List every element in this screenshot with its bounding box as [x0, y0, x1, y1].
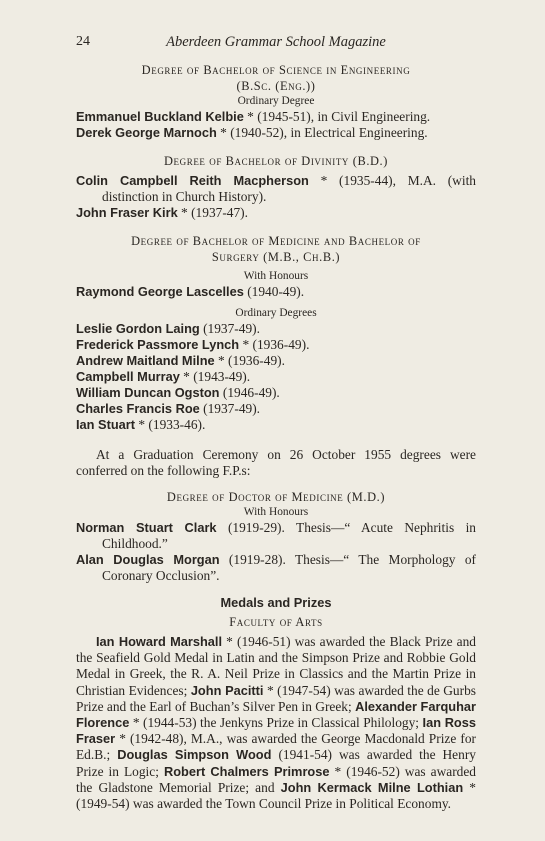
- prize-details: * (1949-54) was awarded the Town Council Prize in Political Economy.: [76, 779, 476, 812]
- graduate-entry: [76, 337, 476, 353]
- graduate-name: Emmanuel Buckland Kelbie: [76, 109, 244, 124]
- graduate-details: (1946-49).: [219, 385, 280, 400]
- faculty-heading: Faculty of Arts: [229, 615, 323, 629]
- graduate-entry: [76, 417, 476, 433]
- prizes-paragraph: [76, 634, 476, 812]
- prize-details: (1941-54) was awarded the Henry Prize in Logic;: [76, 747, 476, 779]
- graduate-entry: [76, 284, 476, 300]
- graduate-entry: [76, 520, 476, 552]
- graduate-name: Leslie Gordon Laing: [76, 321, 200, 336]
- bsc-class: Ordinary Degree: [237, 95, 315, 107]
- graduate-name: Raymond George Lascelles: [76, 284, 244, 299]
- prize-details: * (1946-51) was awarded the Black Prize and the Seafield Gold Medal in Latin and the Simpson Prize and Robbie Gold Medal in Greek, the R. A. Neil Prize in Classics and the Martin Prize in Christian Evidences;: [76, 634, 476, 698]
- graduate-entry: [76, 385, 476, 401]
- graduate-details: * (1936-49).: [239, 337, 310, 352]
- graduate-entry: [76, 353, 476, 369]
- prize-details: * (1944-53) the Jenkyns Prize in Classical Philology;: [129, 715, 423, 731]
- graduate-name: Ian Stuart: [76, 417, 136, 432]
- mbchb-ordinary-label: Ordinary Degrees: [235, 307, 317, 319]
- graduate-details: * (1933-46).: [135, 417, 206, 432]
- graduate-name: Norman Stuart Clark: [76, 520, 217, 535]
- prize-winner-name: Ian Howard Marshall: [96, 634, 223, 649]
- graduate-details: (1919-29). Thesis—“ Acute Nephritis in Childhood.”: [102, 520, 476, 551]
- page-number: 24: [76, 34, 90, 49]
- graduate-name: Charles Francis Roe: [76, 401, 200, 416]
- graduate-entry: [76, 125, 476, 141]
- bsc-heading: Degree of Bachelor of Science in Engineering: [141, 63, 411, 77]
- prize-winner-name: Ian Ross Fraser: [76, 715, 476, 747]
- graduate-name: Alan Douglas Morgan: [76, 552, 220, 567]
- graduate-entry: [76, 173, 476, 205]
- graduate-details: (1937-49).: [199, 321, 260, 336]
- graduate-details: (1919-28). Thesis—“ The Morphology of Coronary Occlusion”.: [102, 552, 477, 583]
- graduate-name: Frederick Passmore Lynch: [76, 337, 240, 352]
- graduate-details: * (1935-44), M.A. (with distinction in Church History).: [102, 173, 476, 204]
- graduate-name: Derek George Marnoch: [76, 125, 217, 140]
- medals-title: Medals and Prizes: [220, 595, 332, 610]
- md-heading: Degree of Doctor of Medicine (M.D.): [166, 490, 386, 504]
- prize-details: * (1947-54) was awarded the de Gurbs Prize and the Earl of Buchan’s Silver Pen in Greek;: [76, 682, 476, 714]
- prize-winner-name: John Kermack Milne Lothian: [280, 779, 464, 795]
- journal-title: Aberdeen Grammar School Magazine: [166, 34, 386, 50]
- prize-winner-name: Alexander Farquhar Florence: [76, 698, 476, 731]
- graduate-details: (1940-49).: [243, 284, 305, 299]
- mbchb-heading-line1: Degree of Bachelor of Medicine and Bachelor of: [131, 234, 421, 248]
- mbchb-heading-line2: Surgery (M.B., Ch.B.): [211, 250, 341, 264]
- prize-details: * (1946-52) was awarded the Gladstone Memorial Prize; and: [76, 763, 477, 795]
- graduate-name: Andrew Maitland Milne: [76, 353, 215, 368]
- page-content: [76, 62, 476, 812]
- bsc-abbr: (B.Sc. (Eng.)): [236, 79, 316, 93]
- prize-details: * (1942-48), M.A., was awarded the George Macdonald Prize for Ed.B.;: [76, 731, 476, 763]
- graduate-entry: [76, 369, 476, 385]
- page-header: [76, 34, 476, 54]
- graduate-details: * (1937-47).: [177, 205, 248, 220]
- mbchb-honours-label: With Honours: [243, 270, 309, 282]
- graduate-details: (1937-49).: [199, 401, 261, 416]
- graduate-details: * (1940-52), in Electrical Engineering.: [216, 125, 428, 140]
- graduate-entry: [76, 205, 476, 221]
- bd-heading: Degree of Bachelor of Divinity (B.D.): [163, 154, 388, 168]
- graduate-entry: [76, 109, 476, 125]
- md-honours-label: With Honours: [243, 506, 309, 518]
- graduate-details: * (1936-49).: [214, 353, 285, 368]
- graduate-name: Colin Campbell Reith Macpherson: [76, 173, 309, 188]
- graduate-name: William Duncan Ogston: [76, 385, 220, 400]
- graduate-details: * (1945-51), in Civil Engineering.: [243, 109, 431, 124]
- graduate-entry: [76, 401, 476, 417]
- ceremony-paragraph: At a Graduation Ceremony on 26 October 1955 degrees were conferred on the following F.P.s:: [76, 447, 476, 478]
- graduate-details: * (1943-49).: [179, 369, 251, 384]
- prize-winner-name: Douglas Simpson Wood: [117, 747, 272, 763]
- prize-winner-name: Robert Chalmers Primrose: [163, 763, 330, 779]
- prize-winner-name: John Pacitti: [190, 682, 264, 698]
- graduate-name: John Fraser Kirk: [76, 205, 178, 220]
- graduate-name: Campbell Murray: [76, 369, 180, 384]
- graduate-entry: [76, 321, 476, 337]
- graduate-entry: [76, 552, 476, 584]
